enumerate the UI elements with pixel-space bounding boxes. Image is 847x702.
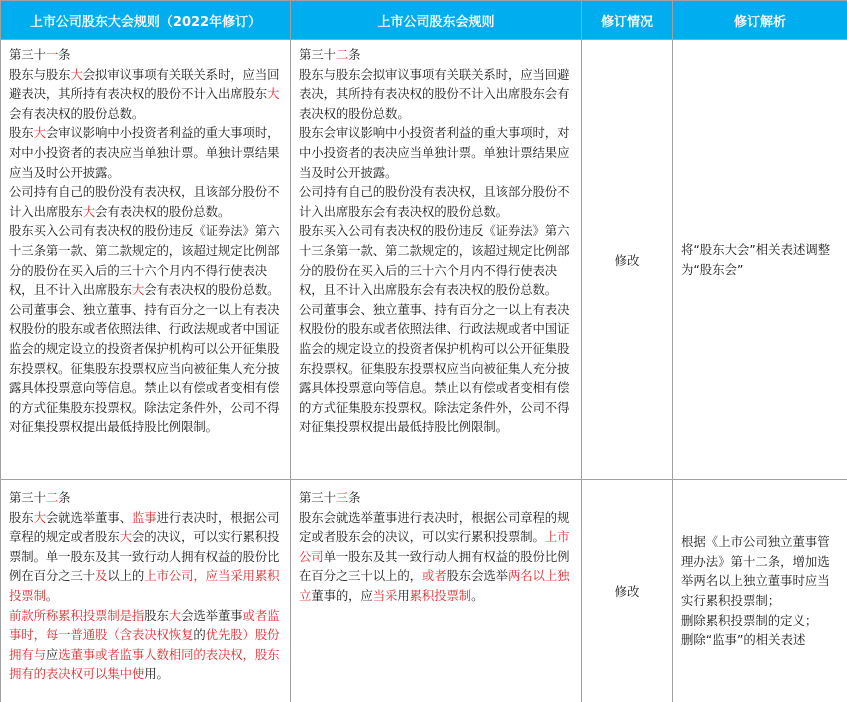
header-new-rules: 上市公司股东会规则 [291, 1, 582, 40]
revision-analysis-cell [673, 40, 847, 480]
header-old-rules: 上市公司股东大会规则（2022年修订） [1, 1, 291, 40]
revision-status-cell: 修改 [582, 480, 673, 702]
revision-analysis-cell [673, 480, 847, 702]
paragraph: 公司持有自己的股份没有表决权，且该部分股份不计入出席股东会有表决权的股份总数。 [299, 182, 573, 221]
analysis-line: 根据《上市公司独立董事管理办法》第十二条，增加选举两名以上独立董事时应当实行累积投票制； [681, 532, 839, 610]
table-row [1, 40, 847, 480]
paragraph: 股东大会审议影响中小投资者利益的重大事项时，对中小投资者的表决应当单独计票。单独计票结果应当及时公开披露。 [9, 123, 282, 182]
article-title: 第三十二条 [299, 45, 573, 65]
paragraph: 公司董事会、独立董事、持有百分之一以上有表决权股份的股东或者依照法律、行政法规或者中国证监会的规定设立的投资者保护机构可以公开征集股东投票权。征集股东投票权应当向被征集人充分披露具体投票意向等信息。禁止以有偿或者变相有偿的方式征集股东投票权。除法定条件外，公司不得对征集投票权提出最低持股比例限制。 [9, 300, 282, 437]
paragraph: 股东会审议影响中小投资者利益的重大事项时，对中小投资者的表决应当单独计票。单独计票结果应当及时公开披露。 [299, 123, 573, 182]
paragraph: 前款所称累积投票制是指股东大会选举董事或者监事时，每一普通股（含表决权恢复的优先股）股份拥有与应选董事或者监事人数相同的表决权，股东拥有的表决权可以集中使用。 [9, 606, 282, 684]
analysis-line: 删除“监事”的相关表述 [681, 630, 839, 650]
paragraph: 股东买入公司有表决权的股份违反《证券法》第六十三条第一款、第二款规定的，该超过规定比例部分的股份在买入后的三十六个月内不得行使表决权，且不计入出席股东大会有表决权的股份总数。 [9, 221, 282, 299]
header-row [1, 1, 847, 40]
new-rule-cell [291, 480, 582, 702]
old-rule-cell [1, 480, 291, 702]
paragraph: 股东买入公司有表决权的股份违反《证券法》第六十三条第一款、第二款规定的，该超过规定比例部分的股份在买入后的三十六个月内不得行使表决权，且不计入出席股东会有表决权的股份总数。 [299, 221, 573, 299]
old-rule-cell [1, 40, 291, 480]
paragraph: 股东会就选举董事进行表决时，根据公司章程的规定或者股东会的决议，可以实行累积投票制。上市公司单一股东及其一致行动人拥有权益的股份比例在百分之三十以上的，或者股东会选举两名以上独立董事的，应当采用累积投票制。 [299, 508, 573, 606]
analysis-line: 将“股东大会”相关表述调整为“股东会” [681, 240, 839, 279]
header-revision-analysis: 修订解析 [673, 1, 847, 40]
revision-status-cell: 修改 [582, 40, 673, 480]
article-title: 第三十二条 [9, 488, 282, 508]
table-row [1, 480, 847, 702]
paragraph: 股东大会就选举董事、监事进行表决时，根据公司章程的规定或者股东大会的决议，可以实行累积投票制。单一股东及其一致行动人拥有权益的股份比例在百分之三十及以上的上市公司，应当采用累积投票制。 [9, 508, 282, 606]
analysis-line: 删除累积投票制的定义； [681, 611, 839, 631]
paragraph: 股东与股东会拟审议事项有关联关系时，应当回避表决，其所持有表决权的股份不计入出席股东会有表决权的股份总数。 [299, 65, 573, 124]
article-title: 第三十三条 [299, 488, 573, 508]
header-revision-status: 修订情况 [582, 1, 673, 40]
article-title: 第三十一条 [9, 45, 282, 65]
paragraph: 公司董事会、独立董事、持有百分之一以上有表决权股份的股东或者依照法律、行政法规或者中国证监会的规定设立的投资者保护机构可以公开征集股东投票权。征集股东投票权应当向被征集人充分披露具体投票意向等信息。禁止以有偿或者变相有偿的方式征集股东投票权。除法定条件外，公司不得对征集投票权提出最低持股比例限制。 [299, 300, 573, 437]
new-rule-cell [291, 40, 582, 480]
paragraph: 公司持有自己的股份没有表决权，且该部分股份不计入出席股东大会有表决权的股份总数。 [9, 182, 282, 221]
paragraph: 股东与股东大会拟审议事项有关联关系时，应当回避表决，其所持有表决权的股份不计入出席股东大会有表决权的股份总数。 [9, 65, 282, 124]
